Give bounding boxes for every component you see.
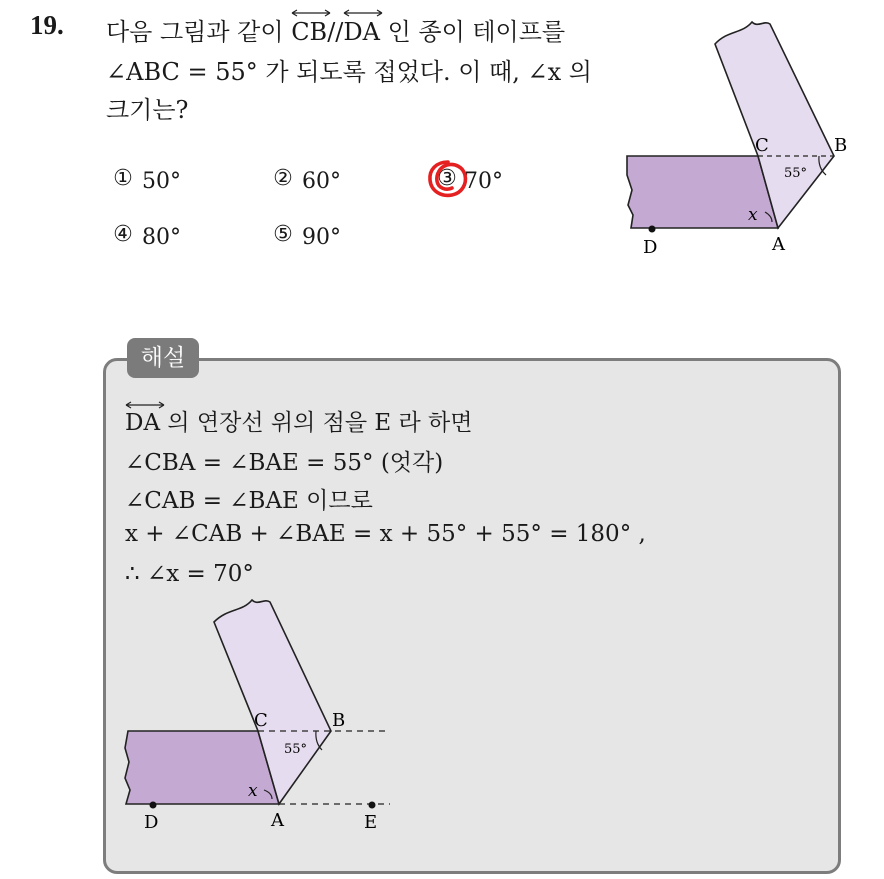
double-arrow-icon bbox=[291, 9, 331, 17]
label-d: D bbox=[144, 812, 159, 833]
label-d: D bbox=[643, 237, 658, 258]
question-text: 다음 그림과 같이 bbox=[106, 18, 292, 46]
double-arrow-icon bbox=[125, 401, 165, 409]
solution-line-2: ∠CBA = ∠BAE = 55° (엇각) bbox=[125, 450, 444, 476]
line-da: DA bbox=[125, 410, 160, 436]
choice-4[interactable]: ④ 80° bbox=[113, 222, 181, 250]
figure-2 bbox=[118, 590, 408, 840]
label-x: x bbox=[748, 205, 758, 225]
point-d bbox=[649, 226, 656, 233]
question-line-2: ∠ABC = 55° 가 되도록 접었다. 이 때, ∠x 의 bbox=[106, 58, 592, 86]
label-angle: 55° bbox=[784, 166, 808, 181]
question-number: 19. bbox=[30, 10, 64, 40]
label-b: B bbox=[834, 135, 848, 156]
label-b: B bbox=[332, 710, 346, 731]
double-arrow-icon bbox=[343, 9, 383, 17]
label-a: A bbox=[772, 234, 785, 255]
solution-line-4: x + ∠CAB + ∠BAE = x + 55° + 55° = 180° , bbox=[125, 521, 646, 547]
choice-5[interactable]: ⑤ 90° bbox=[273, 222, 341, 250]
question-line-3: 크기는? bbox=[106, 96, 189, 124]
label-c: C bbox=[755, 135, 769, 156]
solution-tag: 해설 bbox=[127, 338, 199, 378]
point-d bbox=[150, 802, 157, 809]
label-c: C bbox=[254, 710, 268, 731]
point-e bbox=[369, 802, 376, 809]
solution-line-1: DA 의 연장선 위의 점을 E 라 하면 bbox=[125, 404, 472, 437]
choice-1[interactable]: ① 50° bbox=[113, 166, 181, 194]
choice-2[interactable]: ② 60° bbox=[273, 166, 341, 194]
solution-line-5: ∴ ∠x = 70° bbox=[125, 561, 254, 587]
line-cb: CB bbox=[291, 18, 327, 46]
answer-mark-icon bbox=[424, 156, 472, 202]
label-x: x bbox=[248, 781, 258, 801]
question-line-1: 다음 그림과 같이 CB// DA 인 종이 테이프를 bbox=[106, 12, 565, 47]
label-e: E bbox=[364, 812, 378, 833]
solution-line-3: ∠CAB = ∠BAE 이므로 bbox=[125, 488, 373, 514]
label-angle: 55° bbox=[284, 742, 308, 757]
figure-1 bbox=[600, 10, 860, 270]
choice-3[interactable]: ③ 70° bbox=[437, 166, 503, 194]
line-da: DA bbox=[343, 18, 380, 46]
label-a: A bbox=[271, 810, 284, 831]
